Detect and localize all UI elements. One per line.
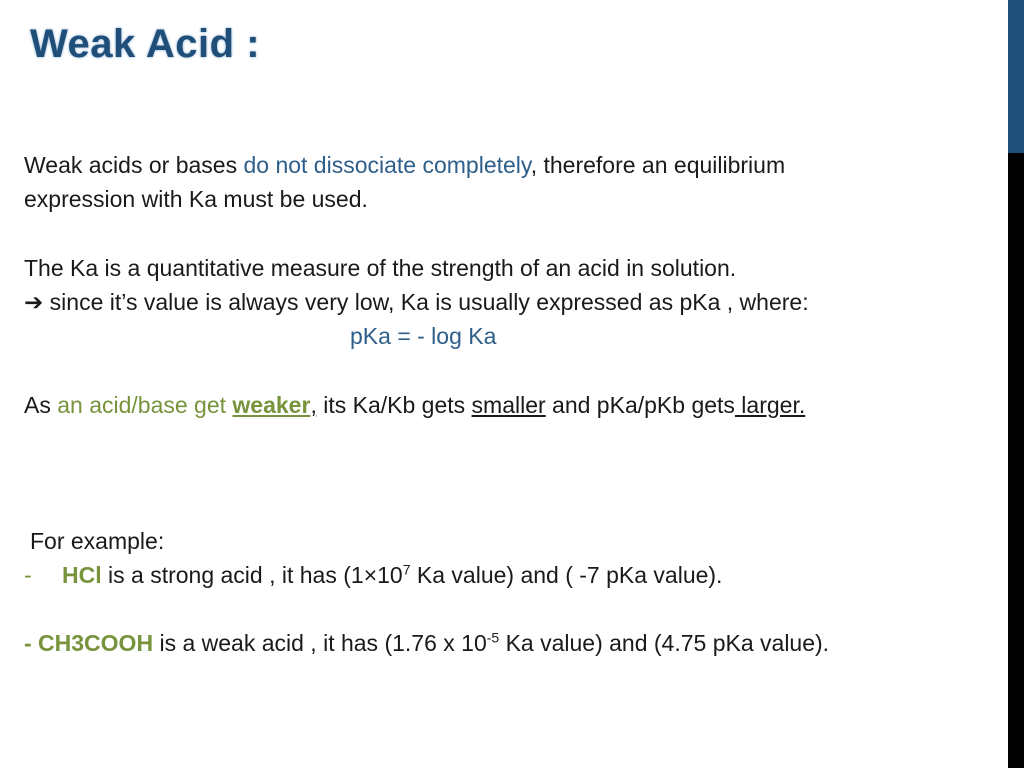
example-2	[24, 628, 829, 658]
text: since it’s value is always very low, Ka is usually expressed as pKa , where:	[43, 289, 809, 315]
weaker-text: weaker	[232, 392, 311, 418]
example-heading: For example:	[30, 528, 165, 554]
text: , therefore an equilibrium	[530, 152, 786, 178]
text: its Ka/Kb gets	[316, 392, 472, 418]
dash-bullet: -	[24, 562, 32, 588]
paragraph-2-line-2	[24, 287, 809, 317]
paragraph-1-line-1	[24, 150, 785, 180]
text: Ka value) and ( -7 pKa value).	[410, 562, 723, 588]
text: Weak acids or bases	[24, 152, 244, 178]
exponent: 7	[402, 561, 411, 578]
ch3cooh-label: - CH3COOH	[24, 630, 154, 656]
text: is a weak acid , it has (1.76 x 10	[153, 630, 487, 656]
highlight-text: an acid/base get	[57, 392, 233, 418]
side-bar-accent	[1008, 0, 1024, 153]
text: is a strong acid , it has (1×10	[101, 562, 403, 588]
example-1	[24, 560, 722, 590]
paragraph-2-line-1: The Ka is a quantitative measure of the strength of an acid in solution.	[24, 255, 737, 281]
paragraph-1-line-2: expression with Ka must be used.	[24, 186, 368, 212]
side-bar-dark	[1008, 153, 1024, 768]
arrow-right-icon: ➔	[24, 289, 44, 315]
highlight-text: do not dissociate completely	[243, 152, 531, 178]
larger-text: larger.	[734, 392, 806, 418]
slide-title: Weak Acid :	[30, 22, 261, 66]
paragraph-3	[24, 390, 805, 420]
text: ,	[310, 392, 317, 418]
exponent: -5	[486, 629, 500, 646]
smaller-text: smaller	[471, 392, 546, 418]
hcl-label: HCl	[62, 562, 102, 588]
pka-formula: pKa = - log Ka	[350, 323, 497, 349]
text: and pKa/pKb gets	[545, 392, 735, 418]
text: Ka value) and (4.75 pKa value).	[499, 630, 830, 656]
text: As	[24, 392, 58, 418]
